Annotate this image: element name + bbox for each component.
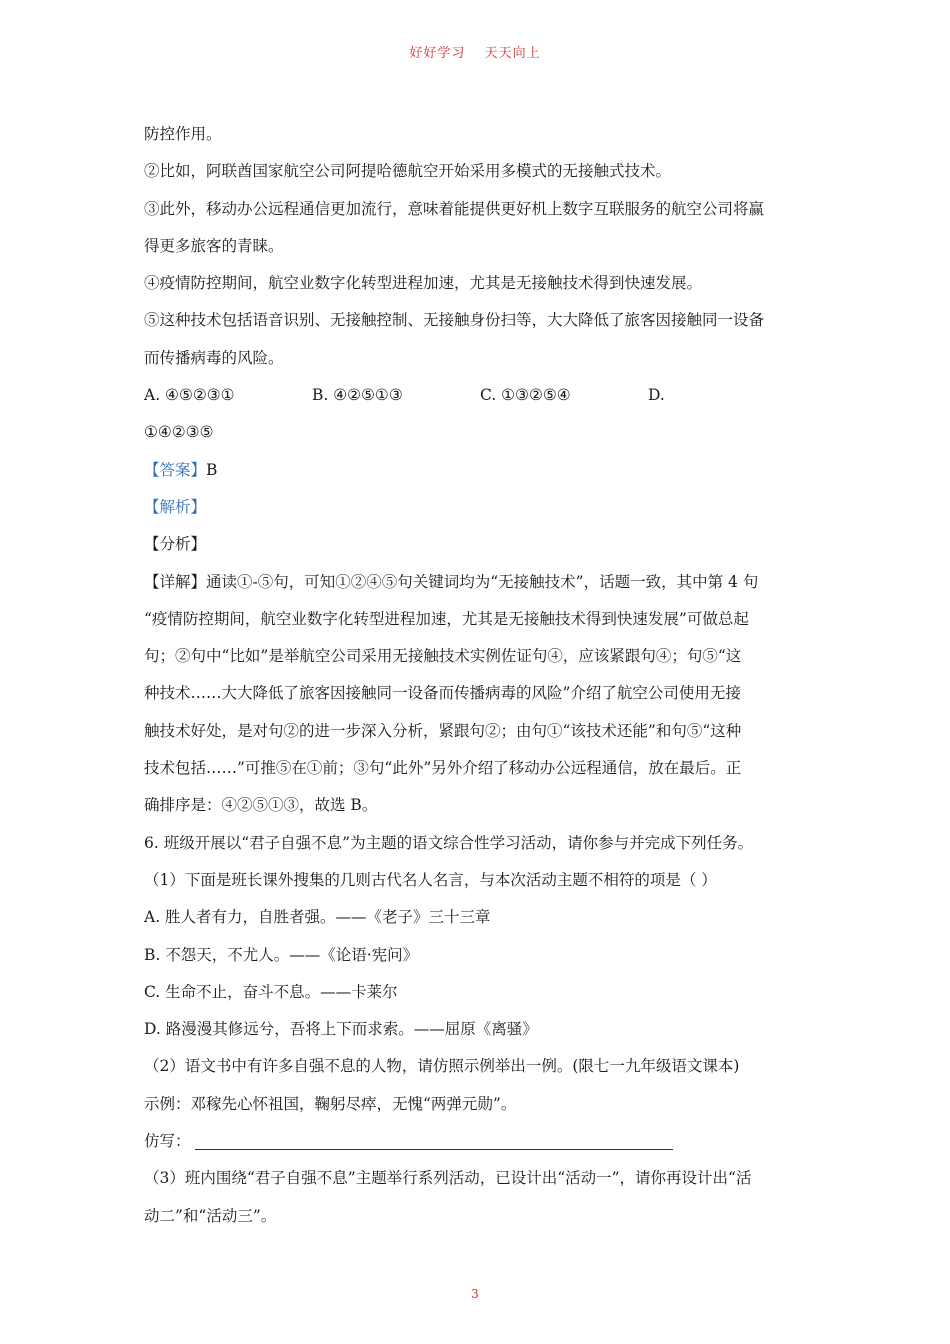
option-d-value: ①④②③⑤	[144, 423, 214, 442]
header-right-text: 天天向上	[484, 46, 541, 61]
detail-line-6: 技术包括……”可推⑤在①前；③句“此外”另外介绍了移动办公远程通信，放在最后。正	[144, 759, 742, 778]
sentence-3-line-1: ③此外，移动办公远程通信更加流行，意味着能提供更好机上数字互联服务的航空公司将赢	[144, 199, 765, 218]
detail-line-4: 种技术……大大降低了旅客因接触同一设备而传播病毒的风险”介绍了航空公司使用无接	[144, 684, 741, 703]
page-number: 3	[471, 1287, 479, 1301]
header-left-text: 好好学习	[409, 46, 466, 61]
imitate-line	[144, 1123, 816, 1160]
detail-line-2: “疫情防控期间，航空业数字化转型进程加速，尤其是无接触技术得到快速发展”可做总起	[144, 609, 749, 628]
q6-option-c: C. 生命不止，奋斗不息。——卡莱尔	[144, 982, 398, 1001]
text-line-1: 防控作用。	[144, 125, 222, 143]
imitate-label: 仿写：	[144, 1132, 191, 1151]
question-6-sub-3-line-1: （3）班内围绕“君子自强不息”主题举行系列活动，已设计出“活动一”，请你再设计出“活	[144, 1169, 752, 1188]
page-header	[0, 42, 950, 61]
answer-line	[144, 452, 816, 489]
sentence-5-line-2: 而传播病毒的风险。	[144, 348, 284, 367]
sentence-2: ②比如，阿联酋国家航空公司阿提哈德航空开始采用多模式的无接触式技术。	[144, 162, 672, 181]
answer-label: 【答案】	[144, 460, 207, 479]
document-body	[144, 116, 816, 1235]
option-b: B. ④②⑤①③	[312, 386, 403, 405]
fenxi-label: 【分析】	[144, 535, 207, 554]
example-line: 示例：邓稼先心怀祖国，鞠躬尽瘁，无愧“两弹元勋”。	[144, 1094, 517, 1113]
detail-line-7: 确排序是：④②⑤①③，故选 B。	[144, 796, 378, 815]
detail-line-3: 句；②句中“比如”是举航空公司采用无接触技术实例佐证句④，应该紧跟句④；句⑤“这	[144, 647, 742, 666]
sentence-4: ④疫情防控期间，航空业数字化转型进程加速，尤其是无接触技术得到快速发展。	[144, 274, 703, 293]
option-c: C. ①③②⑤④	[480, 386, 571, 405]
q6-option-d: D. 路漫漫其修远兮，吾将上下而求索。——屈原《离骚》	[144, 1020, 538, 1039]
q6-option-b: B. 不怨天，不尤人。——《论语·宪问》	[144, 945, 419, 964]
question-6-sub-2: （2）语文书中有许多自强不息的人物，请仿照示例举出一例。(限七一九年级语文课本)	[144, 1057, 740, 1076]
jiexi-label: 【解析】	[144, 497, 207, 516]
detail-line-5: 触技术好处，是对句②的进一步深入分析，紧跟句②；由句①“该技术还能”和句⑤“这种	[144, 721, 742, 740]
sentence-5-line-1: ⑤这种技术包括语音识别、无接触控制、无接触身份扫等，大大降低了旅客因接触同一设备	[144, 311, 765, 330]
sentence-3-line-2: 得更多旅客的青睐。	[144, 236, 284, 255]
detail-text-1: 通读①-⑤句，可知①②④⑤句关键词均为“无接触技术”，话题一致，其中第 4 句	[206, 572, 759, 591]
question-6-sub-3-line-2: 动二”和“活动三”。	[144, 1206, 277, 1225]
q6-option-a: A. 胜人者有力，自胜者强。——《老子》三十三章	[144, 908, 491, 927]
option-d: D.	[648, 386, 665, 405]
detail-line-1	[144, 564, 816, 601]
detail-label: 【详解】	[144, 572, 207, 591]
question-6-sub-1: （1）下面是班长课外搜集的几则古代名人名言，与本次活动主题不相符的项是（ ）	[144, 870, 717, 889]
choice-options	[144, 377, 816, 414]
imitate-blank[interactable]	[195, 1135, 673, 1150]
question-6-stem: 6. 班级开展以“君子自强不息”为主题的语文综合性学习活动，请你参与并完成下列任务。	[144, 833, 754, 852]
option-a: A. ④⑤②③①	[144, 386, 235, 405]
answer-value: B	[206, 460, 218, 479]
